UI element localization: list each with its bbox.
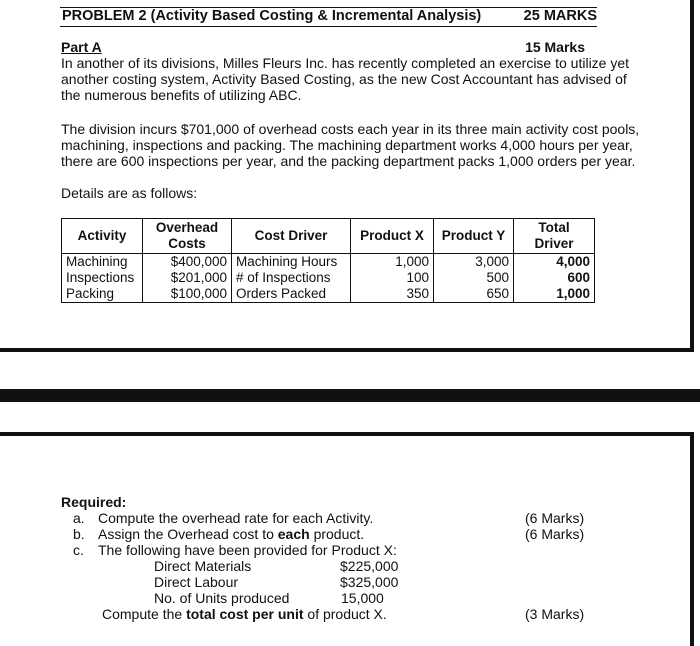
intro-paragraph [61, 55, 661, 103]
part-a-marks: 15 Marks [525, 39, 585, 55]
required-heading: Required: [61, 494, 127, 510]
cell-activity: Machining [62, 254, 143, 271]
item-b-text-bold: each [277, 526, 310, 542]
direct-labour-label: Direct Labour [154, 574, 239, 590]
cell-activity: Packing [62, 286, 143, 303]
cell-product-x: 100 [351, 270, 434, 286]
compute-instruction [102, 606, 387, 622]
compute-text-bold: total cost per unit [186, 606, 304, 622]
cell-activity: Inspections [62, 270, 143, 286]
overhead-line-1: The division incurs $701,000 of overhead costs each year in its three main activity cost pools, [61, 121, 640, 137]
item-b-label: b. [73, 526, 85, 542]
cell-product-y: 3,000 [434, 254, 514, 271]
page-divider-bar [0, 389, 700, 402]
item-c-marks: (3 Marks) [525, 606, 585, 622]
col-total-line-1: Total [538, 220, 570, 235]
item-a-text: Compute the overhead rate for each Activity. [98, 510, 374, 526]
problem-title: PROBLEM 2 (Activity Based Costing & Incremental Analysis) [62, 8, 482, 24]
cell-total: 600 [514, 270, 595, 286]
units-produced-label: No. of Units produced [154, 590, 290, 606]
item-a-marks: (6 Marks) [525, 510, 585, 526]
col-overhead-line-2: Costs [168, 236, 206, 251]
table-row [62, 286, 595, 303]
cell-driver: Machining Hours [232, 254, 351, 271]
cell-driver: Orders Packed [232, 286, 351, 303]
col-overhead [143, 219, 232, 254]
cell-product-x: 1,000 [351, 254, 434, 271]
direct-materials-value: $225,000 [340, 558, 399, 574]
overhead-paragraph [61, 121, 661, 169]
part-a-label: Part A [61, 39, 102, 55]
required-item-a [73, 510, 373, 526]
item-c-label: c. [73, 542, 84, 558]
cell-overhead: $100,000 [143, 286, 232, 303]
direct-labour-value: $325,000 [340, 574, 399, 590]
overhead-line-3: there are 600 inspections per year, and the packing department packs 1,000 orders per year. [61, 153, 636, 169]
compute-text-2: of product X. [303, 606, 387, 622]
table-header-row [62, 219, 595, 254]
col-cost-driver: Cost Driver [232, 219, 351, 254]
overhead-line-2: machining, inspections and packing. The machining department works 4,000 hours per year, [61, 137, 633, 153]
col-overhead-line-1: Overhead [155, 220, 219, 235]
problem-header [60, 7, 597, 27]
cell-total: 1,000 [514, 286, 595, 303]
cell-product-y: 650 [434, 286, 514, 303]
col-product-y: Product Y [434, 219, 514, 254]
required-item-c [73, 542, 397, 558]
cell-overhead: $400,000 [143, 254, 232, 271]
item-a-label: a. [73, 510, 85, 526]
details-caption: Details are as follows: [61, 185, 198, 201]
col-product-x: Product X [351, 219, 434, 254]
direct-materials-label: Direct Materials [154, 558, 252, 574]
table-row [62, 254, 595, 271]
activity-cost-table [61, 218, 595, 303]
cell-total: 4,000 [514, 254, 595, 271]
required-item-b [73, 526, 364, 542]
item-c-text: The following have been provided for Product X: [98, 542, 397, 558]
item-b-marks: (6 Marks) [525, 526, 585, 542]
problem-marks: 25 MARKS [523, 8, 597, 24]
intro-line-2: another costing system, Activity Based Costing, as the new Cost Accountant has advised of [61, 71, 627, 87]
compute-text-1: Compute the [102, 606, 187, 622]
col-activity: Activity [62, 219, 143, 254]
intro-line-3: the numerous benefits of utilizing ABC. [61, 87, 302, 103]
cell-overhead: $201,000 [143, 270, 232, 286]
col-total-driver [514, 219, 595, 254]
cell-product-x: 350 [351, 286, 434, 303]
cell-driver: # of Inspections [232, 270, 351, 286]
col-total-line-2: Driver [534, 236, 574, 251]
item-b-text-2: product. [309, 526, 365, 542]
table-row [62, 270, 595, 286]
cell-product-y: 500 [434, 270, 514, 286]
item-b-text-1: Assign the Overhead cost to [98, 526, 278, 542]
units-produced-value: 15,000 [341, 590, 384, 606]
intro-line-1: In another of its divisions, Milles Fleurs Inc. has recently completed an exercise to utilize yet [61, 55, 630, 71]
